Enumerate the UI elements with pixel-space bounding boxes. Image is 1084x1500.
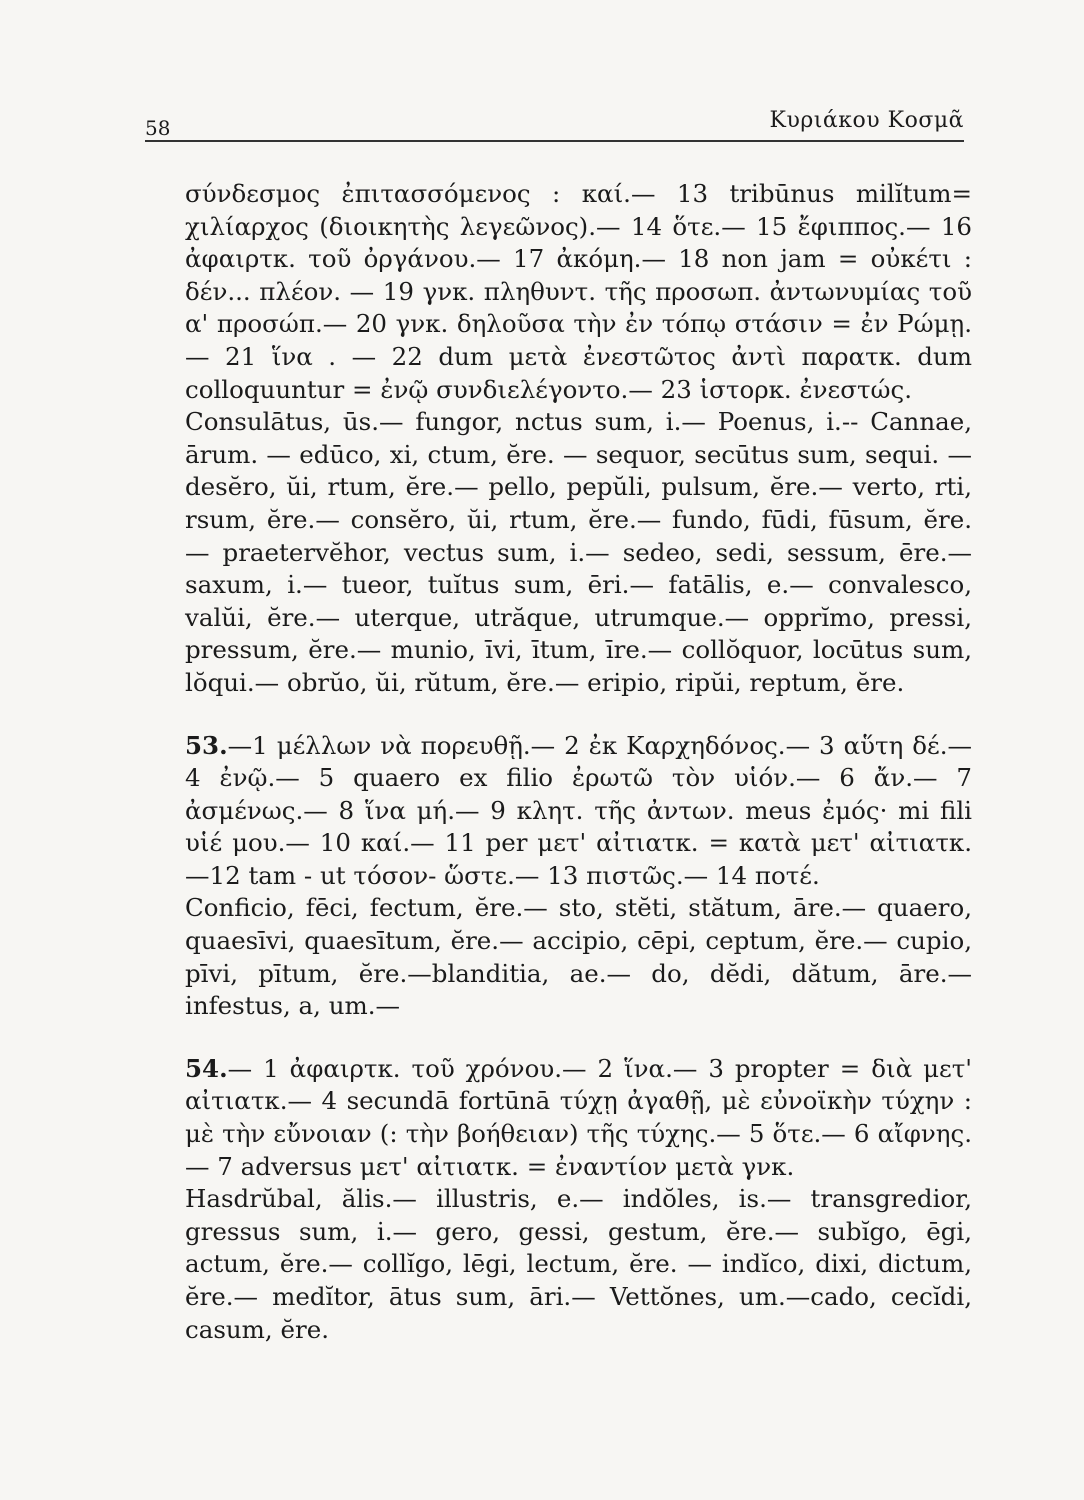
- section-54-number: 54.: [185, 1053, 228, 1083]
- section-52-vocab: [185, 406, 972, 699]
- section-54-vocab: [185, 1183, 972, 1346]
- page-number: 58: [145, 116, 171, 140]
- page-header: [145, 104, 964, 142]
- page-body: [185, 178, 972, 1346]
- section-53-vocab-text: Conficio, fēci, fectum, ĕre.— sto, stĕti, stătum, āre.— quaero, quaesīvi, quaesītum, ĕre.— accipio, cēpi, ceptum, ĕre.— cupio, pīvi, pītum, ĕre.—blanditia, ae.— do, dĕdi, dătum, āre.— infestus, a, um.—: [185, 893, 972, 1021]
- section-53-notes: [185, 730, 972, 893]
- section-53-number: 53.: [185, 730, 228, 760]
- section-52-notes: σύνδεσμος ἐπιτασσόμενος : καί.— 13 tribūnus milĭtum= χιλίαρχος (διοικητὴς λεγεῶνος).— 14 ὅτε.— 15 ἔφιππος.— 16 ἀφαιρτκ. τοῦ ὀργάνου.— 17 ἀκόμη.— 18 non jam = οὐκέτι : δέν... πλέον. — 19 γνκ. πληθυντ. τῆς προσωπ. ἀντωνυμίας τοῦ α' προσώπ.— 20 γνκ. δηλοῦσα τὴν ἐν τόπῳ στάσιν = ἐν Ρώμῃ.— 21 ἵνα . — 22 dum μετὰ ἐνεστῶτος ἀντὶ παρατκ. dum colloquuntur = ἐνῷ συνδιελέγοντο.— 23 ἱστορκ. ἐνεστώς.: [185, 179, 972, 404]
- section-52-vocab-text: Consulātus, ūs.— fungor, nctus sum, i.— Poenus, i.-- Cannae, ārum. — edūco, xi, ctum, ĕre. — sequor, secūtus sum, sequi. — desĕro, ŭi, rtum, ĕre.— pello, pepŭli, pulsum, ĕre.— verto, rti, rsum, ĕre.— consĕro, ŭi, rtum, ĕre.— fundo, fūdi, fūsum, ĕre. — praetervĕhor, vectus sum, i.— sedeo, sedi, sessum, ēre.— saxum, i.— tueor, tuĭtus sum, ēri.— fatālis, e.— convalesco, valŭi, ĕre.— uterque, utrăque, utrumque.— opprĭmo, pressi, pressum, ĕre.— munio, īvi, ītum, īre.— collŏquor, locūtus sum, lŏqui.— obrŭo, ŭi, rŭtum, ĕre.— eripio, ripŭi, reptum, ĕre.: [185, 407, 972, 697]
- section-53-notes-text: —1 μέλλων νὰ πορευθῇ.— 2 ἐκ Καρχηδόνος.— 3 αὕτη δέ.— 4 ἐνῷ.— 5 quaero ex filio ἐρωτῶ τὸν υἱόν.— 6 ἄν.— 7 ἀσμένως.— 8 ἵνα μή.— 9 κλητ. τῆς ἀντων. meus ἐμός· mi fili υἱέ μου.— 10 καί.— 11 per μετ' αἰτιατκ. = κατὰ μετ' αἰτιατκ. —12 tam - ut τόσον- ὥστε.— 13 πιστῶς.— 14 ποτέ.: [185, 730, 972, 890]
- section-54-notes: [185, 1053, 972, 1183]
- section-54-vocab-text: Hasdrŭbal, ălis.— illustris, e.— indŏles, is.— transgredior, gressus sum, i.— gero, gessi, gestum, ĕre.— subĭgo, ēgi, actum, ĕre.— collĭgo, lēgi, lectum, ĕre. — indĭco, dixi, dictum, ĕre.— medĭtor, ātus sum, āri.— Vettŏnes, um.—cado, cecĭdi, casum, ĕre.: [185, 1184, 972, 1344]
- section-54-notes-text: — 1 ἀφαιρτκ. τοῦ χρόνου.— 2 ἵνα.— 3 propter = διὰ μετ' αἰτιατκ.— 4 secundā fortūnā τύχῃ ἀγαθῇ, μὲ εὐνοϊκὴν τύχην : μὲ τὴν εὔνοιαν (: τὴν βοήθειαν) τῆς τύχης.— 5 ὅτε.— 6 αἴφνης.— 7 adversus μετ' αἰτιατκ. = ἐναντίον μετὰ γνκ.: [185, 1053, 972, 1181]
- running-head: Κυριάκου Κοσμᾶ: [769, 108, 964, 133]
- section-53-vocab: [185, 892, 972, 1022]
